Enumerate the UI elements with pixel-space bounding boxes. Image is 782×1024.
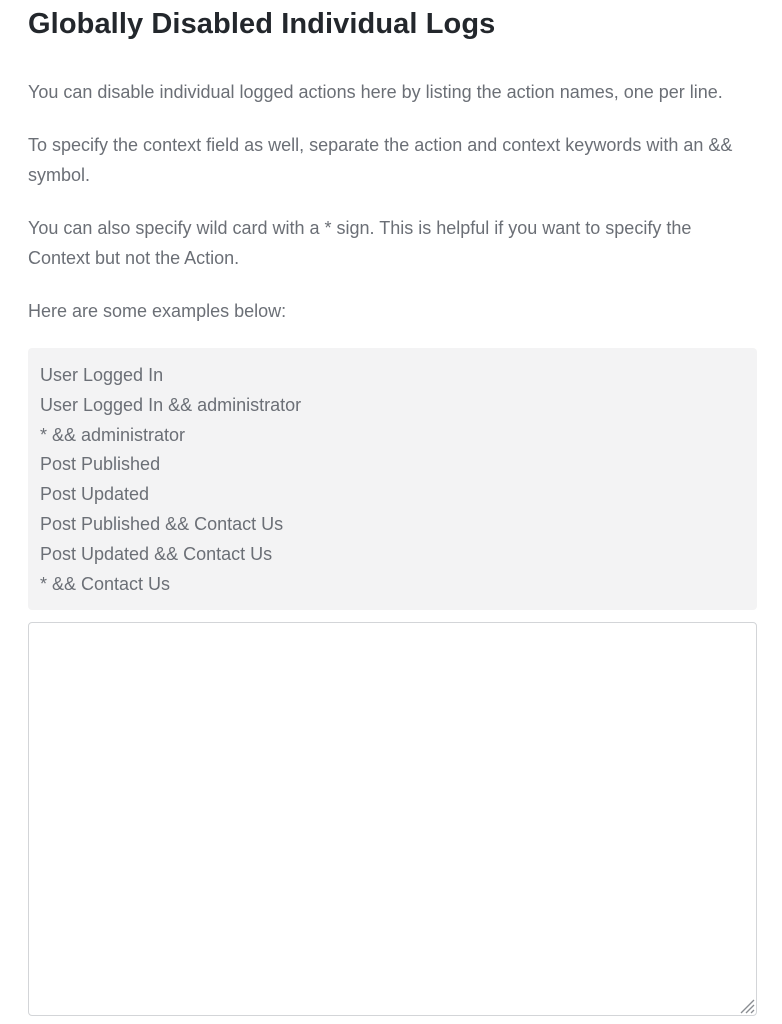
example-line: Post Updated xyxy=(40,484,150,505)
example-line: Post Published && Contact Us xyxy=(40,513,284,534)
description-paragraph-3: You can also specify wild card with a * sign. This is helpful if you want to specify the Context but not the Action. xyxy=(28,218,692,268)
example-line: User Logged In xyxy=(40,365,164,385)
example-line: Post Updated && Contact Us xyxy=(40,543,273,564)
example-line: User Logged In && administrator xyxy=(40,394,302,415)
description-paragraph-1: You can disable individual logged actions here by listing the action names, one per line. xyxy=(28,82,723,102)
example-line: Post Published xyxy=(40,454,161,475)
description-paragraph-2: To specify the context field as well, separate the action and context keywords with an && symbol. xyxy=(28,135,733,185)
disabled-logs-textarea[interactable] xyxy=(28,622,757,1016)
disabled-logs-field xyxy=(28,622,757,1016)
example-line: * && administrator xyxy=(40,424,186,445)
examples-box xyxy=(28,348,757,610)
page-title: Globally Disabled Individual Logs xyxy=(28,8,496,40)
examples-intro: Here are some examples below: xyxy=(28,301,287,321)
example-line: * && Contact Us xyxy=(40,573,171,594)
resize-grip-icon[interactable] xyxy=(737,996,755,1014)
